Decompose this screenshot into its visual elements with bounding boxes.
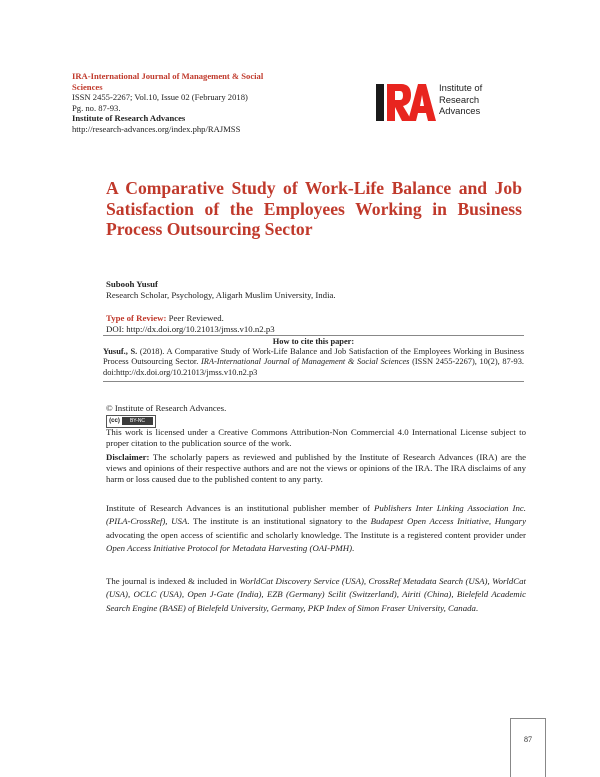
para2-italic-1: WorldCat Discovery Service (USA), CrossRef Metadata Search (USA), WorldCat (USA), OCLC (USA), Open J-Gate (India), EZB (Germany) Scilit (Switzerland), Airiti (China), Bielefeld Academic Search Engine (BASE) of Bielefeld University, Germany, PKP Index of Simon Fraser University, Canada [106, 576, 526, 613]
citation-heading: How to cite this paper: [272, 337, 355, 346]
ira-logo-mark [374, 77, 436, 129]
page-number: 87 [524, 735, 532, 744]
publisher-membership-paragraph [106, 502, 526, 556]
para1-text-3: advocating the open access of scientific and scholarly knowledge. The Institute is a registered content provider under [106, 529, 526, 540]
para1-text-4: . [352, 543, 355, 554]
disclaimer-label: Disclaimer: [106, 452, 150, 462]
author-block [106, 279, 526, 301]
review-type-value: Peer Reviewed. [166, 313, 224, 323]
author-name: Subooh Yusuf [106, 279, 158, 289]
para1-text-1: Institute of Research Advances is an institutional publisher member of [106, 503, 374, 513]
author-affiliation: Research Scholar, Psychology, Aligarh Muslim University, India. [106, 290, 336, 300]
para2-text-2: . [475, 602, 479, 613]
cc-terms: BY-NC [122, 417, 153, 425]
logo-line-3: Advances [439, 105, 481, 116]
journal-header [72, 71, 292, 135]
logo-line-1: Institute of [439, 82, 483, 93]
journal-url[interactable]: http://research-advances.org/index.php/RAJMSS [72, 123, 241, 134]
disclaimer-block [106, 452, 526, 485]
para1-italic-3: Open Access Initiative Protocol for Metadata Harvesting (OAI-PMH) [106, 543, 353, 554]
logo-wordmark [439, 82, 482, 117]
journal-name: IRA-International Journal of Management & Social Sciences [72, 71, 264, 92]
citation-part-2: (ISSN 2455-2267), 10(2), 87-93. doi:http://dx.doi.org/10.21013/jmss.v10.n2.p3 [103, 357, 525, 377]
review-block [106, 313, 526, 335]
para2-text-1: The journal is indexed & included in [106, 576, 240, 586]
citation-text [103, 347, 524, 378]
publisher-name: Institute of Research Advances [72, 113, 186, 124]
logo-line-2: Research [439, 93, 480, 105]
citation-journal: IRA-International Journal of Management & Social Sciences [200, 357, 410, 367]
citation-author: Yusuf., S. [103, 347, 138, 357]
issn-line: ISSN 2455-2267; Vol.10, Issue 02 (February 2018) [72, 92, 248, 103]
license-text: This work is licensed under a Creative Commons Attribution-Non Commercial 4.0 International License subject to proper citation to the publication source of the work. [106, 427, 526, 448]
indexing-paragraph [106, 575, 526, 615]
paper-title: A Comparative Study of Work-Life Balance and Job Satisfaction of the Employees Working in Business Process Outsourcing Sector [106, 178, 522, 239]
review-type-label: Type of Review: [106, 313, 167, 323]
copyright-line: © Institute of Research Advances. [106, 403, 227, 413]
citation-part-1: (2018). A Comparative Study of Work-Life Balance and Job Satisfaction of the Employees Working in Business Process Outsourcing Sector. [103, 347, 524, 367]
para1-italic-1: Publishers Inter Linking Association Inc. (PILA-CrossRef), USA [106, 503, 526, 527]
ira-logo [374, 77, 534, 129]
page-number-box [510, 718, 546, 777]
cc-icon: (cc) [109, 418, 120, 424]
para1-italic-2: Budapest Open Access Initiative, Hungary [370, 516, 527, 527]
pages-line: Pg. no. 87-93. [72, 102, 121, 113]
disclaimer-text: The scholarly papers as reviewed and published by the Institute of Research Advances (IRA) are the views and opinions of their respective authors and are not the views or opinions of the IRA. The IRA disclaims of any harm or loss caused due to the published content to any party. [106, 452, 526, 484]
citation-box [103, 335, 524, 382]
para1-text-2: . The institute is an institutional signatory to the [187, 516, 371, 527]
doi-line[interactable]: DOI: http://dx.doi.org/10.21013/jmss.v10.n2.p3 [106, 324, 275, 334]
